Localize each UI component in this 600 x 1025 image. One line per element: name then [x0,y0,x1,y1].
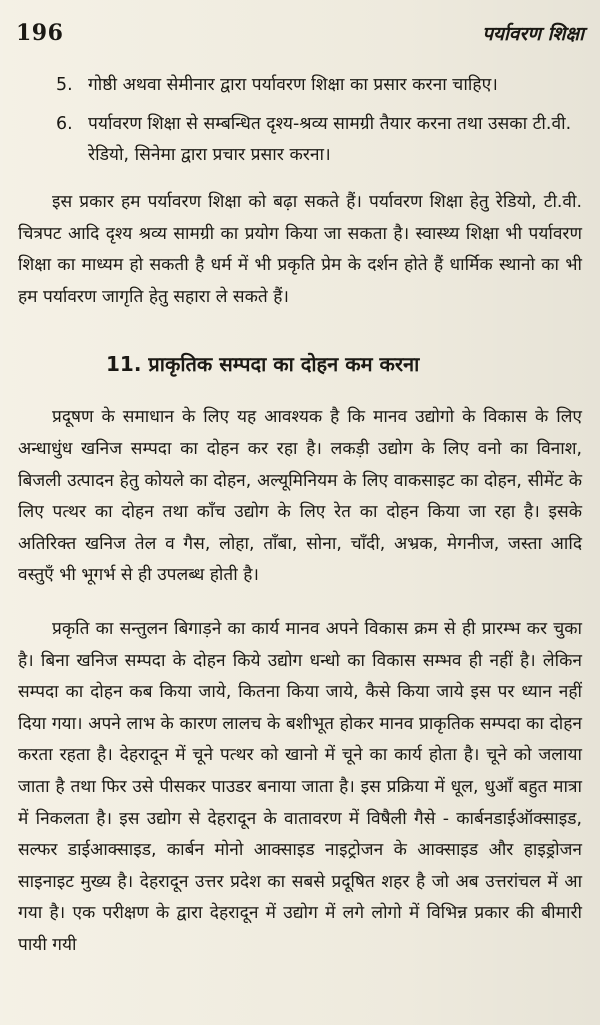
list-item-6 [18,109,582,171]
body-paragraph: प्रदूषण के समाधान के लिए यह आवश्यक है कि मानव उद्योगो के विकास के लिए अन्धाधुंध खनिज सम्पदा का दोहन कर रहा है। लकड़ी उद्योग के लिए वनो का विनाश, बिजली उत्पादन हेतु कोयले का दोहन, अल्यूमिनियम के लिए वाकसाइट का दोहन, सीमेंट के लिए पत्थर का दोहन तथा काँच उद्योग के लिए रेत का दोहन किया जा रहा है। इसके अतिरिक्त खनिज तेल व गैस, लोहा, ताँबा, सोना, चाँदी, अभ्रक, मेगनीज, जस्ता आदि वस्तुएँ भी भूगर्भ से ही उपलब्ध होती है। [18,407,582,586]
page-header [16,18,584,48]
body-paragraph: इस प्रकार हम पर्यावरण शिक्षा को बढ़ा सकते हैं। पर्यावरण शिक्षा हेतु रेडियो, टी.वी. चित्रपट आदि दृश्य श्रव्य सामग्री का प्रयोग किया जा सकता है। स्वास्थ्य शिक्षा भी पर्यावरण शिक्षा का माध्यम हो सकती है धर्म में भी प्रकृति प्रेम के दर्शन होते हैं धार्मिक स्थानो का भी हम पर्यावरण जागृति हेतु सहारा ले सकते हैं। [18,192,582,307]
section-heading: 11. प्राकृतिक सम्पदा का दोहन कम करना [106,352,420,377]
page-content [18,70,582,961]
list-item-number: 5. [56,75,73,95]
page-number: 196 [16,20,64,46]
list-item-text: पर्यावरण शिक्षा से सम्बन्धित दृश्य-श्रव्य सामग्री तैयार करना तथा उसका टी.वी. रेडियो, सिनेमा द्वारा प्रचार प्रसार करना। [88,114,572,165]
list-item-5 [18,70,582,101]
list-item-number: 6. [56,114,73,134]
running-title: पर्यावरण शिक्षा [482,23,584,45]
body-paragraph: प्रकृति का सन्तुलन बिगाड़ने का कार्य मानव अपने विकास क्रम से ही प्रारम्भ कर चुका है। बिना खनिज सम्पदा के दोहन किये उद्योग धन्धो का विकास सम्भव ही नहीं है। लेकिन सम्पदा का दोहन कब किया जाये, कितना किया जाये, कैसे किया जाये इस पर ध्यान नहीं दिया गया। अपने लाभ के कारण लालच के बशीभूत होकर मानव प्राकृतिक सम्पदा का दोहन करता रहता है। देहरादून में चूने पत्थर को खानो में चूने का कार्य होता है। चूने को जलाया जाता है तथा फिर उसे पीसकर पाउडर बनाया जाता है। इस प्रक्रिया में धूल, धुआँ बहुत मात्रा में निकलता है। इस उद्योग से देहरादून के वातावरण में विषैली गैसे - कार्बनडाईऑक्साइड, सल्फर डाईआक्साइड, कार्बन मोनो आक्साइड नाइट्रोजन के आक्साइड और हाइड्रोजन साइनाइट मुख्य है। देहरादून उत्तर प्रदेश का सबसे प्रदूषित शहर है जो अब उत्तरांचल में आ गया है। एक परीक्षण के द्वारा देहरादून में उद्योग में लगे लोगो में विभिन्न प्रकार की बीमारी पायी गयी [18,618,582,955]
list-item-text: गोष्ठी अथवा सेमीनार द्वारा पर्यावरण शिक्षा का प्रसार करना चाहिए। [88,75,498,95]
